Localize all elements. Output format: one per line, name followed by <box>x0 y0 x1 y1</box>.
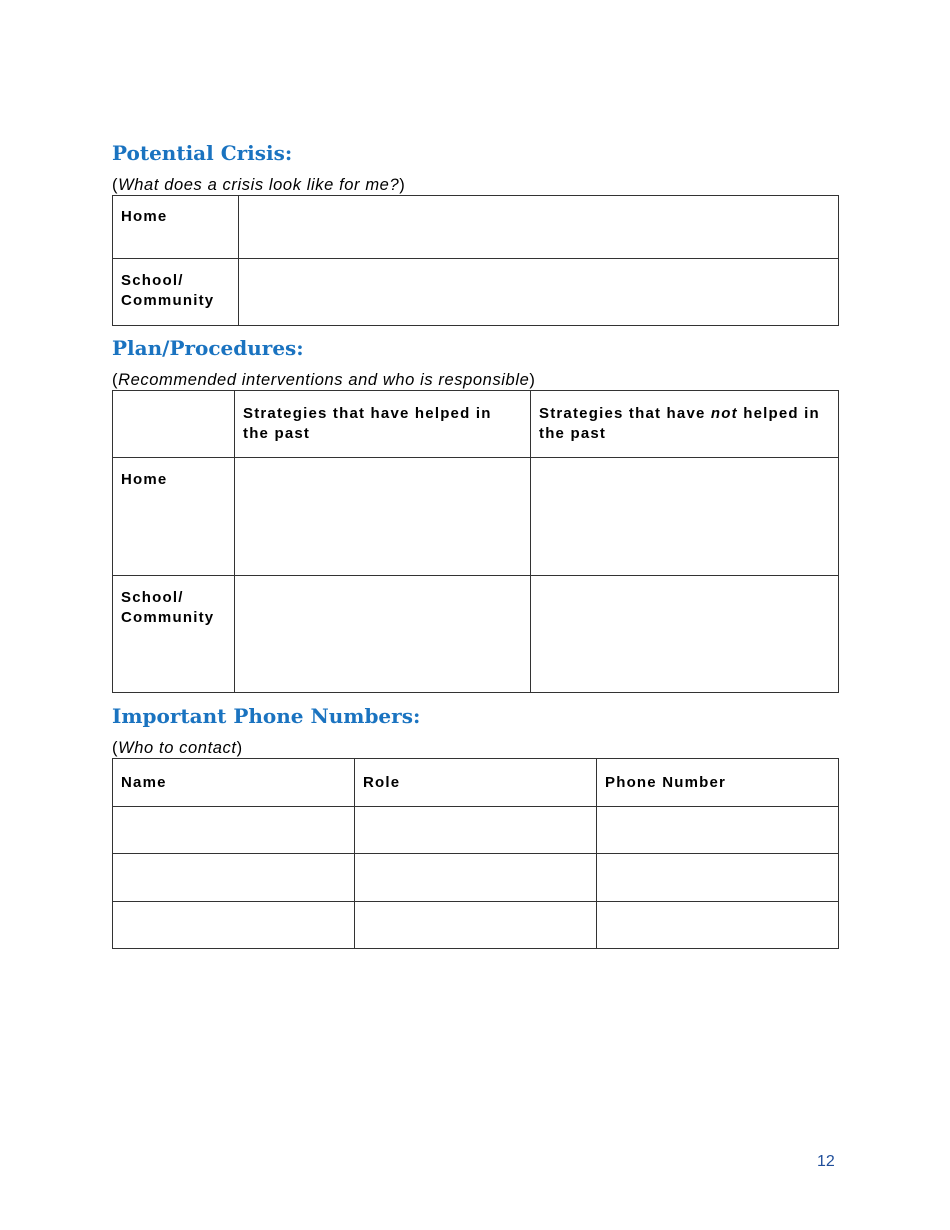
plan-subtitle: (Recommended interventions and who is responsible) <box>112 371 536 389</box>
contact-role-field[interactable] <box>355 854 597 902</box>
plan-row-school <box>113 576 839 693</box>
phones-table <box>112 758 839 949</box>
table-row <box>113 902 839 949</box>
table-row <box>113 854 839 902</box>
plan-table <box>112 390 839 693</box>
crisis-table <box>112 195 839 326</box>
page-number: 12 <box>817 1153 835 1170</box>
table-row <box>113 807 839 854</box>
phones-col-phone: Phone Number <box>597 759 839 807</box>
plan-corner-cell <box>113 391 235 458</box>
crisis-row-home <box>113 196 839 259</box>
contact-phone-field[interactable] <box>597 807 839 854</box>
contact-role-field[interactable] <box>355 807 597 854</box>
plan-school-helped-field[interactable] <box>235 576 531 693</box>
plan-heading: Plan/Procedures: <box>112 336 304 360</box>
contact-phone-field[interactable] <box>597 854 839 902</box>
plan-row-label: School/ Community <box>113 576 235 693</box>
contact-role-field[interactable] <box>355 902 597 949</box>
contact-name-field[interactable] <box>113 807 355 854</box>
plan-col-helped: Strategies that have helped in the past <box>235 391 531 458</box>
phones-header-row <box>113 759 839 807</box>
crisis-school-field[interactable] <box>239 259 839 326</box>
crisis-row-label: School/ Community <box>113 259 239 326</box>
crisis-heading: Potential Crisis: <box>112 141 293 165</box>
crisis-home-field[interactable] <box>239 196 839 259</box>
plan-school-not-helped-field[interactable] <box>531 576 839 693</box>
phones-heading: Important Phone Numbers: <box>112 704 421 728</box>
phones-col-role: Role <box>355 759 597 807</box>
plan-row-home <box>113 458 839 576</box>
contact-name-field[interactable] <box>113 902 355 949</box>
contact-phone-field[interactable] <box>597 902 839 949</box>
crisis-row-label: Home <box>113 196 239 259</box>
contact-name-field[interactable] <box>113 854 355 902</box>
crisis-row-school <box>113 259 839 326</box>
plan-col-not-helped: Strategies that have not helped in the past <box>531 391 839 458</box>
phones-subtitle: (Who to contact) <box>112 739 243 757</box>
plan-row-label: Home <box>113 458 235 576</box>
plan-home-helped-field[interactable] <box>235 458 531 576</box>
plan-header-row <box>113 391 839 458</box>
plan-home-not-helped-field[interactable] <box>531 458 839 576</box>
crisis-subtitle: (What does a crisis look like for me?) <box>112 176 406 194</box>
phones-col-name: Name <box>113 759 355 807</box>
